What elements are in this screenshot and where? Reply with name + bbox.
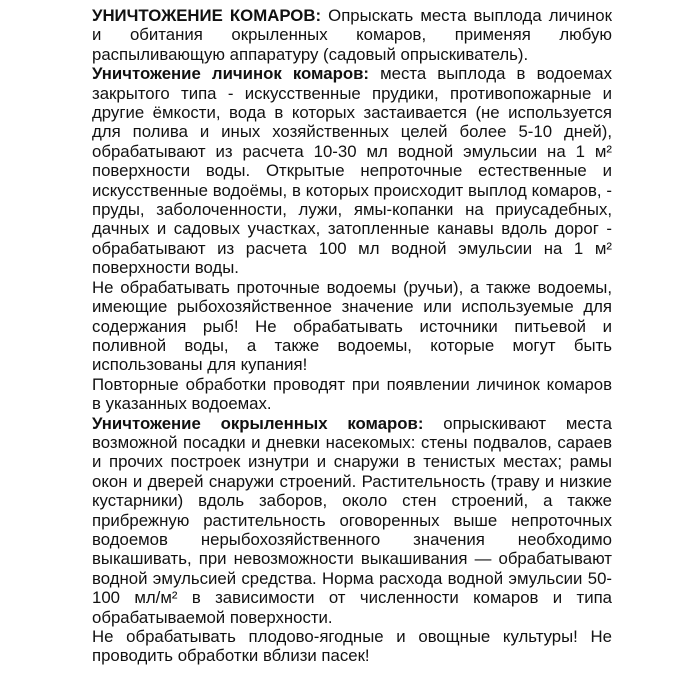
paragraph-mosquito-destruction [92,6,612,64]
label-text-page [92,6,612,666]
paragraph-body: Не обрабатывать плодово-ягодные и овощные культуры! Не проводить обработки вблизи пасек! [92,627,612,666]
paragraph-crops-warning [92,627,612,666]
paragraph-repeat-treatment [92,375,612,414]
paragraph-heading: Уничтожение личинок комаров: [92,64,369,84]
paragraph-body: места выплода в водоемах закрытого типа - искусственные прудики, противопожарные и другие ёмкости, вода в которых застаивается (не используется для полива и иных хозяйственных целей более 5-10 дней), обрабатывают из расчета 10-30 мл водной эмульсии на 1 м² поверхности воды. Открытые непроточные естественные и искусственные водоёмы, в которых происходит выплод комаров, - пруды, заболоченности, лужи, ямы-копанки на приусадебных, дачных и садовых участках, затопленные канавы вдоль дорог - обрабатывают из расчета 100 мл водной эмульсии на 1 м² поверхности воды. [92,64,612,278]
paragraph-heading: Уничтожение окрыленных комаров: [92,413,424,433]
paragraph-body: Не обрабатывать проточные водоемы (ручьи), а также водоемы, имеющие рыбохозяйственное значение или используемые для содержания рыб! Не обрабатывать источники питьевой и поливной воды, а также водоемы, которые могут быть использованы для купания! [92,277,612,375]
paragraph-heading: УНИЧТОЖЕНИЕ КОМАРОВ: [92,6,322,25]
paragraph-body: Повторные обработки проводят при появлении личинок комаров в указанных водоемах. [92,374,612,414]
paragraph-body: опрыскивают места возможной посадки и дневки насекомых: стены подвалов, сараев и прочих построек изнутри и снаружи в тенистых местах; рамы окон и дверей снаружи строений. Растительность (траву и низкие кустарники) вдоль заборов, около стен строений, а также прибрежную растительность оговоренных выше непроточных водоемов нерыбохозяйственного значения необходимо выкашивать, при невозможности выкашивания — обрабатывают водной эмульсией средства. Норма расхода водной эмульсии 50-100 мл/м² в зависимости от численности комаров и типа обрабатываемой поверхности. [92,413,612,627]
paragraph-body: Опрыскать места выплода личинок и обитания окрыленных комаров, применяя любую распыливающую аппаратуру (садовый опрыскиватель). [92,6,612,64]
paragraph-winged-destruction [92,414,612,627]
paragraph-larvae-destruction [92,64,612,277]
paragraph-water-warning [92,278,612,375]
